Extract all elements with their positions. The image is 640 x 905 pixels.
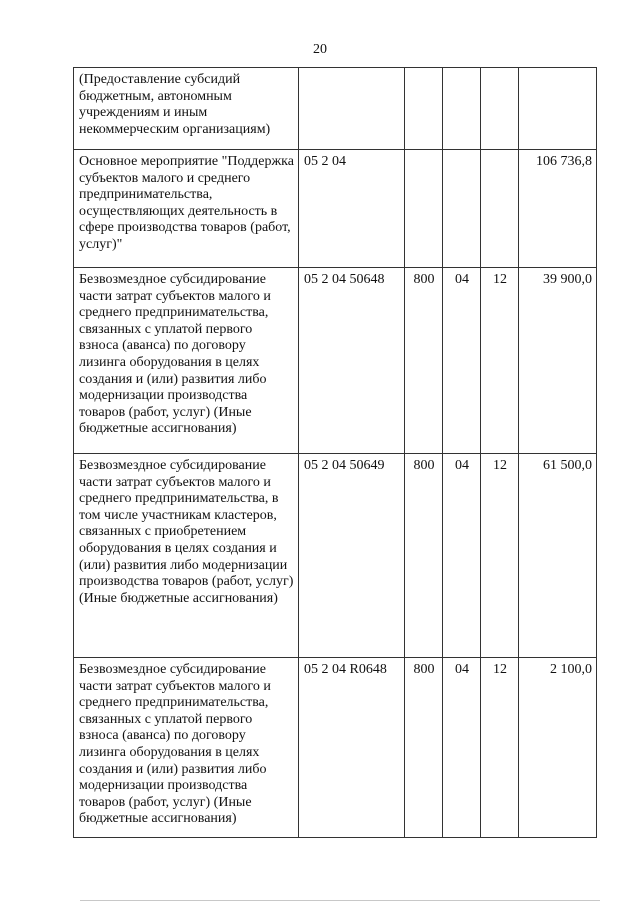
scan-artifact-line: [80, 900, 600, 901]
row-pr: [481, 68, 519, 150]
page-number: 20: [313, 42, 327, 57]
row-vr: 800: [405, 454, 443, 658]
row-name: Основное мероприятие "Поддержка субъектов малого и среднего предпринимательства, осуществляющих деятельность в сфере производства товаров (работ, услуг)": [74, 150, 299, 268]
row-pr: [481, 150, 519, 268]
row-sum: 106 736,8: [519, 150, 597, 268]
row-rz: 04: [443, 658, 481, 838]
row-rz: [443, 68, 481, 150]
table-row: [74, 454, 597, 658]
table-row: [74, 268, 597, 454]
table-row: [74, 150, 597, 268]
row-sum: [519, 68, 597, 150]
row-sum: 39 900,0: [519, 268, 597, 454]
row-pr: 12: [481, 268, 519, 454]
row-code: 05 2 04 50649: [299, 454, 405, 658]
table-row: [74, 658, 597, 838]
row-rz: 04: [443, 454, 481, 658]
row-sum: 61 500,0: [519, 454, 597, 658]
budget-table: [73, 67, 597, 838]
row-code: 05 2 04 50648: [299, 268, 405, 454]
row-vr: 800: [405, 268, 443, 454]
row-vr: 800: [405, 658, 443, 838]
row-name: (Предоставление субсидий бюджетным, автономным учреждениям и иным некоммерческим организациям): [74, 68, 299, 150]
row-rz: [443, 150, 481, 268]
row-vr: [405, 68, 443, 150]
row-rz: 04: [443, 268, 481, 454]
row-sum: 2 100,0: [519, 658, 597, 838]
row-name: Безвозмездное субсидирование части затрат субъектов малого и среднего предпринимательства, связанных с уплатой первого взноса (аванса) по договору лизинга оборудования в целях создания и (или) развития либо модернизации производства товаров (работ, услуг) (Иные бюджетные ассигнования): [74, 658, 299, 838]
row-code: 05 2 04: [299, 150, 405, 268]
table-row: [74, 68, 597, 150]
row-pr: 12: [481, 454, 519, 658]
row-pr: 12: [481, 658, 519, 838]
row-vr: [405, 150, 443, 268]
row-code: [299, 68, 405, 150]
row-code: 05 2 04 R0648: [299, 658, 405, 838]
row-name: Безвозмездное субсидирование части затрат субъектов малого и среднего предпринимательства, связанных с уплатой первого взноса (аванса) по договору лизинга оборудования в целях создания и (или) развития либо модернизации производства товаров (работ, услуг) (Иные бюджетные ассигнования): [74, 268, 299, 454]
row-name: Безвозмездное субсидирование части затрат субъектов малого и среднего предпринимательства, в том числе участникам кластеров, связанных с приобретением оборудования в целях создания и (или) развития либо модернизации производства товаров (работ, услуг) (Иные бюджетные ассигнования): [74, 454, 299, 658]
